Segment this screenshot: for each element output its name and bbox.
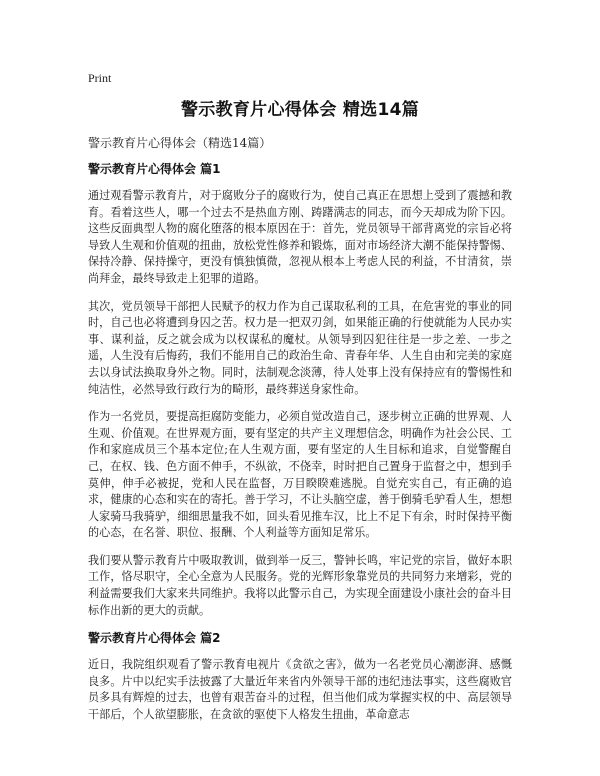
paragraph: 作为一名党员，要提高拒腐防变能力，必须自觉改造自己，逐步树立正确的世界观、人生观、价值观。在世界观方面，要有坚定的共产主义理想信念，明确作为社会公民、工作和家庭成员三个基本定位;在人生观方面，要有坚定的人生目标和追求，自觉警醒自己，在权、钱、色方面不伸手，不纵欲，不侥幸，时时把自己置身于监督之中，想到手莫伸，伸手必被捉，党和人民在监督，万目睽睽难逃脱。自觉充实自己，有正确的追求，健康的心态和实在的寄托。善于学习，不让头脑空虚，善于倒骑毛驴看人生，想想人家骑马我骑驴，细细思量我不如，回头看见推车汉，比上不足下有余，时时保持平衡的心态，在名誉、职位、报酬、个人利益等方面知足常乐。 [88, 410, 512, 540]
section-2 [88, 630, 512, 723]
section-1 [88, 161, 512, 619]
paragraph: 通过观看警示教育片，对于腐败分子的腐败行为，使自己真正在思想上受到了震撼和教育。看着这些人，哪一个过去不是热血方刚、踌躇满志的同志，而今天却成为阶下囚。这些反面典型人物的腐化堕落的根本原因在于：首先，党员领导干部背离党的宗旨必将导致人生观和价值观的扭曲，放松党性修养和锻炼，面对市场经济大潮不能保持警惕、保持冷静、保持操守，更没有慎独慎微，忽视从根本上考虑人民的利益，不甘清贫，崇尚拜金，最终导致走上犯罪的道路。 [88, 189, 512, 285]
document-title: 警示教育片心得体会 精选14篇 [180, 100, 420, 120]
paragraph: 近日，我院组织观看了警示教育电视片《贪欲之害》，做为一名老党员心潮澎湃、感慨良多。片中以纪实手法披露了大量近年来省内外领导干部的违纪违法事实，这些腐败官员多具有辉煌的过去，也曾有艰苦奋斗的过程，但当他们成为掌握实权的中、高层领导干部后，个人欲望膨胀，在贪欲的驱使下人格发生扭曲，革命意志 [88, 658, 512, 722]
paragraph: 我们要从警示教育片中吸取教训，做到举一反三，警钟长鸣，牢记党的宗旨，做好本职工作，恪尽职守，全心全意为人民服务。党的光辉形象靠党员的共同努力来增彩，党的利益需要我们大家来共同维护。我将以此警示自己，为实现全面建设小康社会的奋斗目标作出新的更大的贡献。 [88, 553, 512, 617]
section-heading: 警示教育片心得体会 篇2 [88, 631, 221, 646]
document-subtitle: 警示教育片心得体会（精选14篇） [88, 136, 272, 150]
print-label[interactable]: Print [88, 71, 112, 85]
paragraph: 其次，党员领导干部把人民赋予的权力作为自己谋取私利的工具，在危害党的事业的同时，自己也必将遭到身囚之苦。权力是一把双刃剑，如果能正确的行使就能为人民办实事、谋利益，反之就会成为以权谋私的魔杖。从领导到囚犯往往是一步之差、一步之遥，人生没有后悔药，我们不能用自己的政治生命、青春年华、人生自由和完美的家庭去以身试法换取身外之物。同时，法制观念淡薄，待人处事上没有保持应有的警惕性和纯洁性，必然导致行政行为的畸形，最终葬送身家性命。 [88, 299, 512, 396]
section-heading: 警示教育片心得体会 篇1 [88, 162, 221, 176]
